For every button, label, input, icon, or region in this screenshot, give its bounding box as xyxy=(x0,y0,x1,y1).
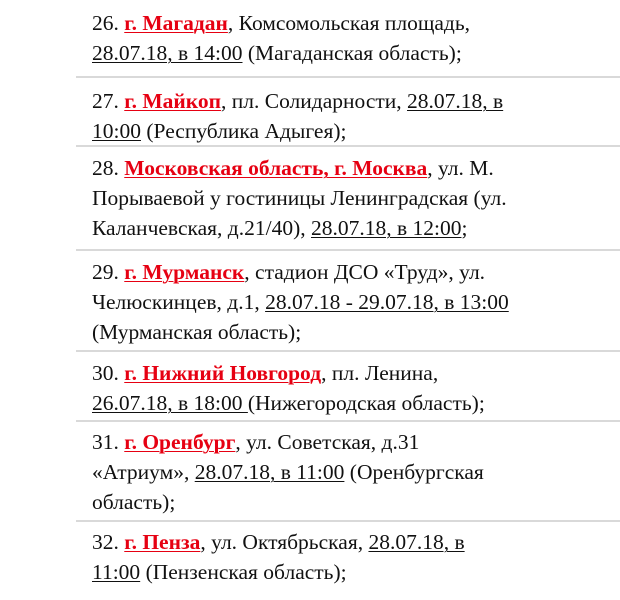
city-link[interactable]: г. Нижний Новгород xyxy=(124,361,322,385)
region-text: (Оренбургская xyxy=(344,460,484,484)
city-link[interactable]: г. Магадан xyxy=(124,11,228,35)
divider xyxy=(76,249,620,251)
entry-line xyxy=(92,116,612,146)
entry-line xyxy=(92,38,612,68)
entry-line xyxy=(92,257,612,287)
date-time: 28.07.18, в 14:00 xyxy=(92,41,243,65)
divider xyxy=(76,350,620,352)
entry-line xyxy=(92,457,612,487)
entry-line xyxy=(92,153,612,183)
list-item xyxy=(92,86,612,146)
divider xyxy=(76,420,620,422)
address-text: , стадион ДСО «Труд», ул. xyxy=(244,260,486,284)
list-item xyxy=(92,527,612,587)
item-number: 31. xyxy=(92,430,125,454)
address-text: , ул. Советская, д.31 xyxy=(235,430,420,454)
date-time: 28.07.18, в 11:00 xyxy=(194,460,345,484)
entry-line xyxy=(92,287,612,317)
date-time: 10:00 xyxy=(92,119,141,143)
address-text: , ул. Октябрьская, xyxy=(200,530,369,554)
divider xyxy=(76,76,620,78)
entry-line xyxy=(92,358,612,388)
city-link[interactable]: г. Мурманск xyxy=(124,260,245,284)
divider xyxy=(76,520,620,522)
date-time: 28.07.18, в 12:00 xyxy=(311,216,462,240)
region-text: (Республика Адыгея); xyxy=(140,119,347,143)
item-number: 30. xyxy=(92,361,125,385)
item-number: 32. xyxy=(92,530,125,554)
date-time: 28.07.18, в xyxy=(368,530,465,554)
address-text: Челюскинцев, д.1, xyxy=(92,290,266,314)
region-text: (Магаданская область); xyxy=(242,41,462,65)
address-text: «Атриум», xyxy=(92,460,195,484)
city-link[interactable]: г. Майкоп xyxy=(124,89,222,113)
entry-line xyxy=(92,317,612,347)
entry-line xyxy=(92,8,612,38)
list-item xyxy=(92,153,612,243)
date-time: 28.07.18 - 29.07.18, в 13:00 xyxy=(265,290,509,314)
address-text: , ул. М. xyxy=(427,156,494,180)
address-text: , Комсомольская площадь, xyxy=(227,11,471,35)
region-text: (Мурманская область); xyxy=(92,320,302,344)
address-text: , пл. Солидарности, xyxy=(221,89,408,113)
item-number: 29. xyxy=(92,260,125,284)
item-number: 27. xyxy=(92,89,125,113)
region-text: (Нижегородская область); xyxy=(247,391,485,415)
entry-line xyxy=(92,487,612,517)
divider xyxy=(76,145,620,147)
region-text: (Пензенская область); xyxy=(140,560,347,584)
list-item xyxy=(92,427,612,517)
punctuation: ; xyxy=(461,216,468,240)
entry-line xyxy=(92,388,612,418)
entry-line xyxy=(92,557,612,587)
date-time: 28.07.18, в xyxy=(407,89,504,113)
city-link[interactable]: Московская область, г. Москва xyxy=(124,156,428,180)
address-text: , пл. Ленина, xyxy=(321,361,439,385)
entry-line xyxy=(92,213,612,243)
list-item xyxy=(92,257,612,347)
city-link[interactable]: г. Оренбург xyxy=(124,430,236,454)
entry-line xyxy=(92,527,612,557)
date-time: 11:00 xyxy=(92,560,141,584)
region-text: область); xyxy=(92,490,176,514)
entry-line xyxy=(92,86,612,116)
entry-line xyxy=(92,427,612,457)
list-item xyxy=(92,8,612,68)
item-number: 26. xyxy=(92,11,125,35)
city-link[interactable]: г. Пенза xyxy=(124,530,201,554)
item-number: 28. xyxy=(92,156,125,180)
address-text: Порываевой у гостиницы Ленинградская (ул. xyxy=(92,186,507,210)
list-item xyxy=(92,358,612,418)
address-text: Каланчевская, д.21/40), xyxy=(92,216,311,240)
date-time: 26.07.18, в 18:00 xyxy=(92,391,248,415)
entry-line xyxy=(92,183,612,213)
